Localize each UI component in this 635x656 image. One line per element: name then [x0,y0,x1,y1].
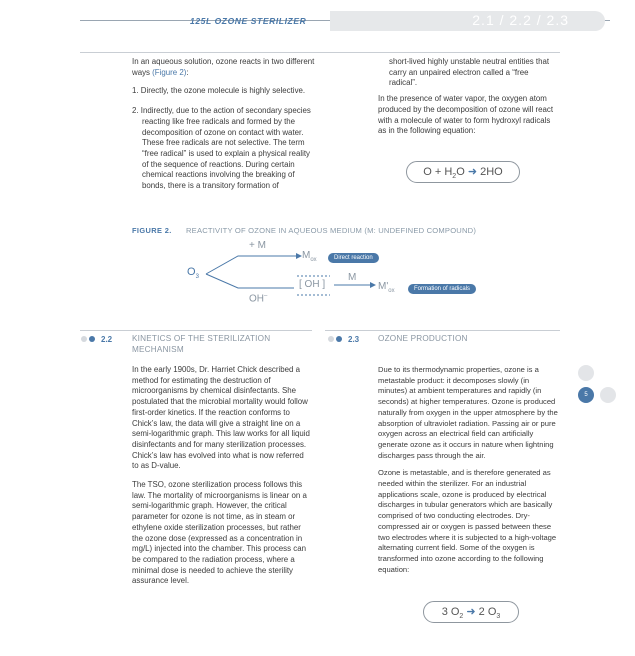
section-23-rule [325,330,560,331]
list-item-indirect: 2. Indirectly, due to the action of secondary species reacting like free radicals and formed by the decomposition of ozone on contact with water. These free radicals are not selective. The term “free radical” is used to explain a physical reality of the sequence of reactions. During certain chemical reactions involving the breaking of bonds, there is a transitory formation of [132,106,311,191]
free-radical-continuation: short-lived highly unstable neutral entities that carry an unpaired electron called a “free radical”. [389,57,550,88]
section-dot-active-icon [89,336,95,342]
section-22-body [132,365,312,587]
figure-title: REACTIVITY OF OZONE IN AQUEOUS MEDIUM (M: UNDEFINED COMPOUND) [186,226,477,235]
figure-label: FIGURE 2. [132,226,172,235]
chick-law-paragraph: In the early 1900s, Dr. Harriet Chick described a method for estimating the destruction of microorganisms by chemical disinfectants. She postulated that the microbial mortality would follow first-order kinetics. If the reaction conforms to Chick’s law, the data will give a straight line on a semi-logarithmic graph. This law works for all liquid disinfectants and for many sterilization processes. Chick’s law has evolved into what is now referred to as D-value. [132,365,310,471]
document-title: 125L OZONE STERILIZER [190,16,307,26]
section-23-body [378,365,560,575]
intro-lead: In an aqueous solution, ozone reacts in two different ways (Figure 2): [132,57,315,77]
current-page-indicator[interactable]: 5 [578,387,594,403]
list-item-direct: 1. Directly, the ozone molecule is highly selective. [132,86,306,96]
ozone-generation-paragraph: Ozone is metastable, and is therefore generated as needed within the sterilizer. For an industrial applications scale, ozone is produced by electrical discharges in tubular generators which are basically comprised of two conducting electrodes. Dry-compressed air or oxygen is passed between these two electrodes where it is subjected to a high-voltage alternating current field. Some of the oxygen is transformed into ozone according to the following equation: [378,468,557,574]
hydroxide-label: OH– [249,293,268,305]
direct-branch-line [206,256,296,274]
section-22-title: KINETICS OF THE STERILIZATION MECHANISM [132,334,271,354]
tso-paragraph: The TSO, ozone sterilization process follows this law. The mortality of microorganisms is linear on a semi-logarithmic graph. However, the critical parameter for ozone is not time, as in steam or ethylene oxide sterilization processes, but rather the ozone dose (expressed as a concentration in mg/L) injected into the chamber. This process can be compared to the radiation process, where a minimal dose is needed to achieve the sterility assurance level. [132,480,307,586]
section-22-rule [80,330,312,331]
reaction-arrow-icon: ➜ [466,606,476,618]
hydroxyl-radical-label: [ OH ] [299,279,326,290]
hydroxyl-equation: $O + H_2O$ ➜ 2HO [406,161,520,183]
water-vapor-paragraph: In the presence of water vapor, the oxygen atom produced by the decomposition of ozone will react with a molecule of water to form hydroxyl radicals as in the following equation: [378,94,554,136]
page-dot-icon[interactable] [600,387,616,403]
radical-formation-badge: Formation of radicals [408,284,476,294]
plus-m-label: + M [249,240,266,251]
ozone-properties-paragraph: Due to its thermodynamic properties, ozone is a metastable product: it decomposes slowly (in minutes) at ambient temperatures and rapidly (in seconds) at higher temperatures. Ozone is produced naturally from oxygen in the upper atmosphere by the absorption of ultraviolet radiation. Passing air or pure oxygen across an electrical field can artificially generate ozone as it occurs in nature when lightning discharges pass through the air. [378,365,558,460]
m-ox-product: $M_{ox}$ [302,250,317,263]
page-dot-icon[interactable] [578,365,594,381]
ozone-equation: 3 $O_2$ ➜ 2 $O_3$ [423,601,519,623]
section-dot-icon [328,336,334,342]
indirect-branch-line [206,274,294,288]
m-prime-product: $M'_{ox}$ [378,281,395,294]
section-23-title: OZONE PRODUCTION [378,334,468,343]
m-label: M [348,272,357,283]
section-range: 2.1 / 2.2 / 2.3 [472,12,569,28]
figure-2-link[interactable]: (Figure 2) [152,67,187,77]
reaction-arrow-icon: ➜ [467,166,478,178]
section-22-number: 2.2 [101,335,113,344]
direct-reaction-badge: Direct reaction [328,253,379,263]
section-23-number: 2.3 [348,335,360,344]
ozone-symbol: $O_3$ [187,266,199,281]
section-dot-active-icon [336,336,342,342]
section-dot-icon [81,336,87,342]
radical-arrowhead-icon [370,282,376,288]
